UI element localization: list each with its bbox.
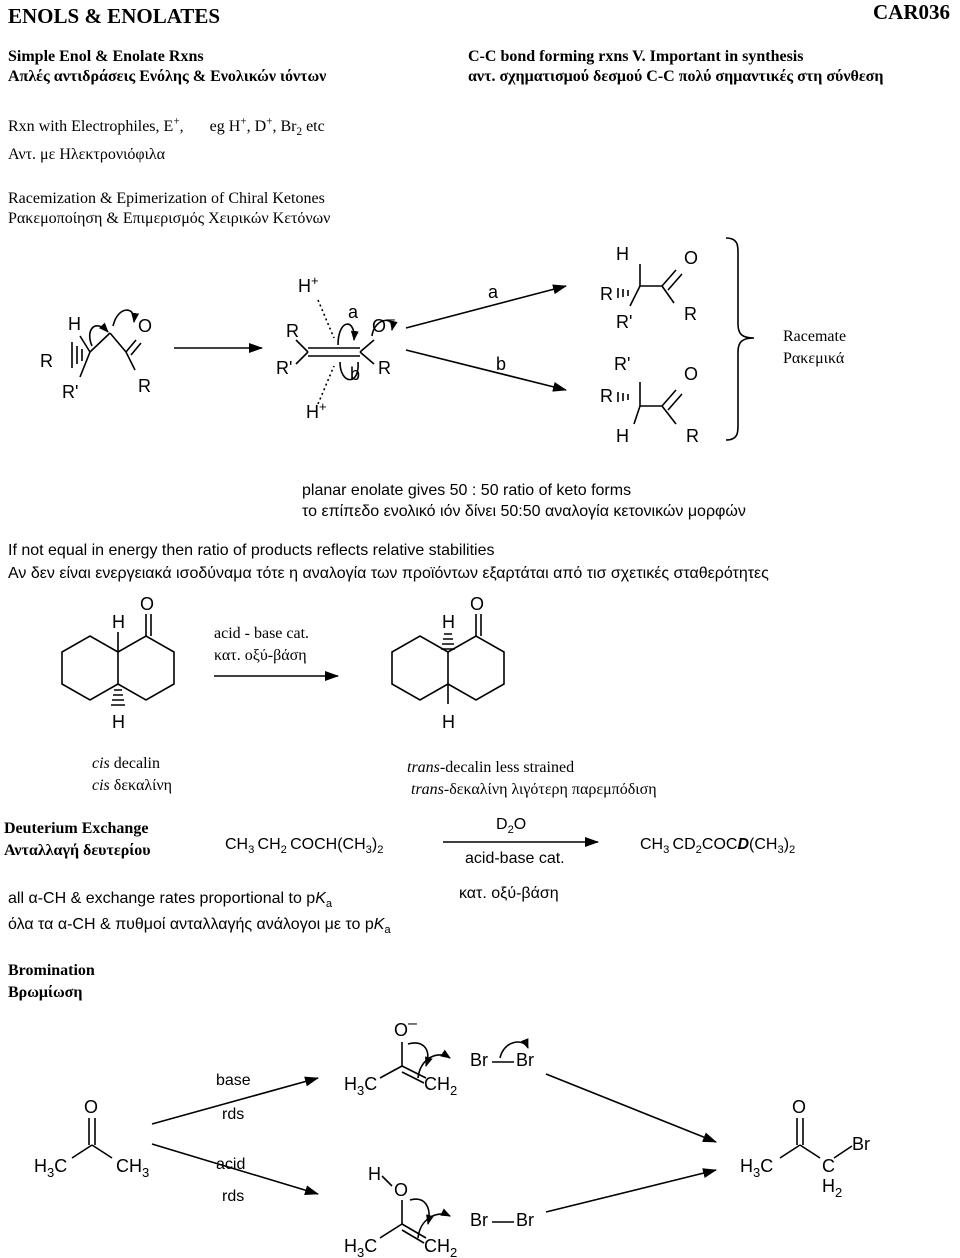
deuterium-reagent: $D_2O$ [496,816,527,837]
atom-label: O [684,248,699,268]
atom-label: Br [516,1210,534,1230]
hashed-bond [618,392,628,402]
electrophiles-line-el: Αντ. με Ηλεκτρονιόφιλα [8,146,166,163]
bond [360,340,374,352]
bromination-title-en: Bromination [8,962,95,979]
atom-label: O [84,1097,99,1117]
ring [62,636,118,700]
arrow-face-b [406,350,566,390]
page-code: CAR036 [873,0,950,24]
page-title: ENOLS & ENOLATES [8,4,220,28]
oxide-label: O– [394,1015,417,1040]
bond [296,352,308,364]
enolate-intermediate [380,1042,528,1083]
atom-label: O [138,316,153,336]
deuterium-title-en: Deuterium Exchange [4,820,149,837]
acetone-labels [34,1097,149,1180]
methylene-label: $CH_2$ [424,1236,458,1258]
deuterium-product: $CH_3$ $CD_2COCD(CH_3)_2$ [640,836,796,857]
bromination-rds-2: rds [222,1188,245,1205]
methyl-label: $H_3C$ [344,1074,378,1098]
atom-label: O [394,1180,409,1200]
atom-label: R [138,376,151,396]
enantiomer-lower-labels [600,354,699,446]
bond [382,1176,392,1186]
bond [402,1066,426,1078]
methyl-label: $H_3C$ [344,1236,378,1258]
atom-label: R' [616,312,633,332]
atom-label: Br [852,1134,870,1154]
deuterium-condition-en: acid-base cat. [465,850,565,867]
atom-label: Br [516,1050,534,1070]
bond [380,1066,402,1078]
bond [834,1146,852,1158]
arrow-label-a: a [488,282,499,302]
electrophiles-line: Rxn with Electrophiles, E+, eg H+, D+, $Br_2$ etc [8,115,325,139]
chiral-ketone-labels [40,314,152,402]
atom-label: R [286,321,299,341]
bond [402,1072,424,1083]
atom-label: R [40,351,53,371]
atom-label: H [616,426,629,446]
bromination-arrow-lower [546,1170,716,1212]
proton-label: H+ [298,273,319,296]
atom-label: R [600,284,613,304]
atom-label: Br [470,1210,488,1230]
stability-note-en: If not equal in energy then ratio of products reflects relative stabilities [8,542,495,559]
atom-label: O [470,594,485,614]
atom-label: C [822,1156,835,1176]
cis-decalin-label: cis decalin [92,755,160,772]
atom-label: H [442,612,455,632]
atom-label: H [112,712,125,732]
ring [118,636,174,700]
bond [634,406,640,424]
atom-label: R' [614,354,631,374]
atom-label: H [616,244,629,264]
enolate-intermediate-labels [344,1015,534,1098]
cis-decalin-label-el: cis δεκαλίνη [92,777,173,794]
ring [392,636,448,700]
bromination-base: base [216,1072,251,1089]
deuterium-condition-el: κατ. οξύ-βάση [459,885,559,902]
enantiomer-lower [618,382,682,424]
bond [800,1145,820,1158]
atom-label: R [684,304,697,324]
bond [296,340,308,352]
stability-note-el: Αν δεν είναι ενεργειακά ισοδύναμα τότε η αναλογία των προϊόντων εξαρτάται από τισ σχετικές σταθερότητες [8,565,769,582]
atom-label: Br [470,1050,488,1070]
curved-arrow [113,310,134,326]
atom-label: H [68,314,81,334]
enantiomer-upper-labels [600,244,698,332]
atom-label: O [684,364,699,384]
oxide-label: O– [372,311,395,336]
arrow-face-a [406,286,566,328]
atom-label: R' [276,358,293,378]
methyl-label: $CH_3$ [116,1156,150,1180]
enantiomer-upper [618,264,682,306]
deuterium-reactant: $CH_3$ $CH_2$ $COCH(CH_3)_2$ [225,836,384,857]
racemate-brace [726,238,754,440]
deuterium-title-el: Ανταλλαγή δευτερίου [4,842,151,859]
enol-intermediate-labels [344,1164,534,1258]
dashed-approach [318,300,334,338]
decalin-catalyst-en: acid - base cat. [214,625,310,642]
proton-label: H+ [306,399,327,422]
bond [360,352,374,364]
bond [662,286,674,303]
curved-arrow [418,1214,450,1238]
bond [402,1230,424,1243]
hashed-bond [441,634,455,649]
acid-arrow [152,1144,318,1194]
subtitle-left-el: Απλές αντιδράσεις Ενόλης & Ενολικών ιόντων [8,68,327,85]
subtitle-right-en: C-C bond forming rxns V. Important in synthesis [468,48,804,65]
hashed-bond [111,690,125,705]
curved-arrow-a [338,324,354,345]
atom-label: H [442,712,455,732]
decalin-catalyst-el: κατ. οξύ-βάση [214,647,307,664]
racemization-title-en: Racemization & Epimerization of Chiral Ketones [8,190,325,207]
bromination-rds-1: rds [222,1106,245,1123]
racemate-label-en: Racemate [783,328,847,345]
trans-decalin-label: trans-decalin less strained [407,759,575,776]
methyl-label: $H_3C$ [740,1156,774,1180]
planar-note-el: το επίπεδο ενολικό ιόν δίνει 50:50 αναλογία κετονικών μορφών [302,503,746,520]
atom-label: R [686,426,699,446]
planar-note-en: planar enolate gives 50 : 50 ratio of keto forms [302,482,632,499]
chiral-ketone [72,310,141,377]
hashed-bond [618,288,628,298]
bromoacetone [780,1118,852,1158]
subtitle-right-el: αντ. σχηματισμού δεσμού C-C πολύ σημαντικές στη σύνθεση [468,68,884,85]
atom-label: O [792,1097,807,1117]
methylene-label: $CH_2$ [424,1074,458,1098]
atom-label: R [600,386,613,406]
arrow-label-b: b [496,354,507,374]
ring [448,636,504,700]
atom-label: H [112,612,125,632]
bromination-title-el: Βρωμίωση [8,984,83,1001]
methyl-label: $H_3C$ [34,1156,68,1180]
bond [92,1145,112,1158]
atom-label: O [140,594,155,614]
face-label-b: b [350,364,361,384]
bond [110,333,126,352]
bromination-acid: acid [216,1156,246,1173]
bond [380,1224,402,1238]
bond [90,333,110,352]
trans-decalin-label-el: trans-δεκαλίνη λιγότερη παρεμπόδιση [411,781,657,798]
base-arrow [152,1078,318,1124]
atom-label: H [368,1164,381,1184]
face-label-a: a [348,302,359,322]
bond [630,286,640,306]
subtitle-left-en: Simple Enol & Enolate Rxns [8,48,204,65]
methylene-h-label: $H_2$ [822,1176,843,1200]
bond [72,1145,92,1158]
bond [780,1145,800,1158]
bromination-arrow-upper [546,1074,716,1142]
atom-label: R [378,358,391,378]
acetone [72,1118,112,1158]
bond [126,352,135,370]
deuterium-note-el: όλα τα α-CH & πυθμοί ανταλλαγής ανάλογοι με το $pK_a$ [8,916,391,937]
deuterium-note-en: all α-CH & exchange rates proportional to $pK_a$ [8,890,333,911]
racemate-label-el: Ρακεμικά [783,350,845,367]
hashed-bond [72,342,82,368]
atom-label: R' [62,382,79,402]
racemization-title-el: Ρακεμοποίηση & Επιμερισμός Χειρικών Κετόνων [8,210,331,227]
